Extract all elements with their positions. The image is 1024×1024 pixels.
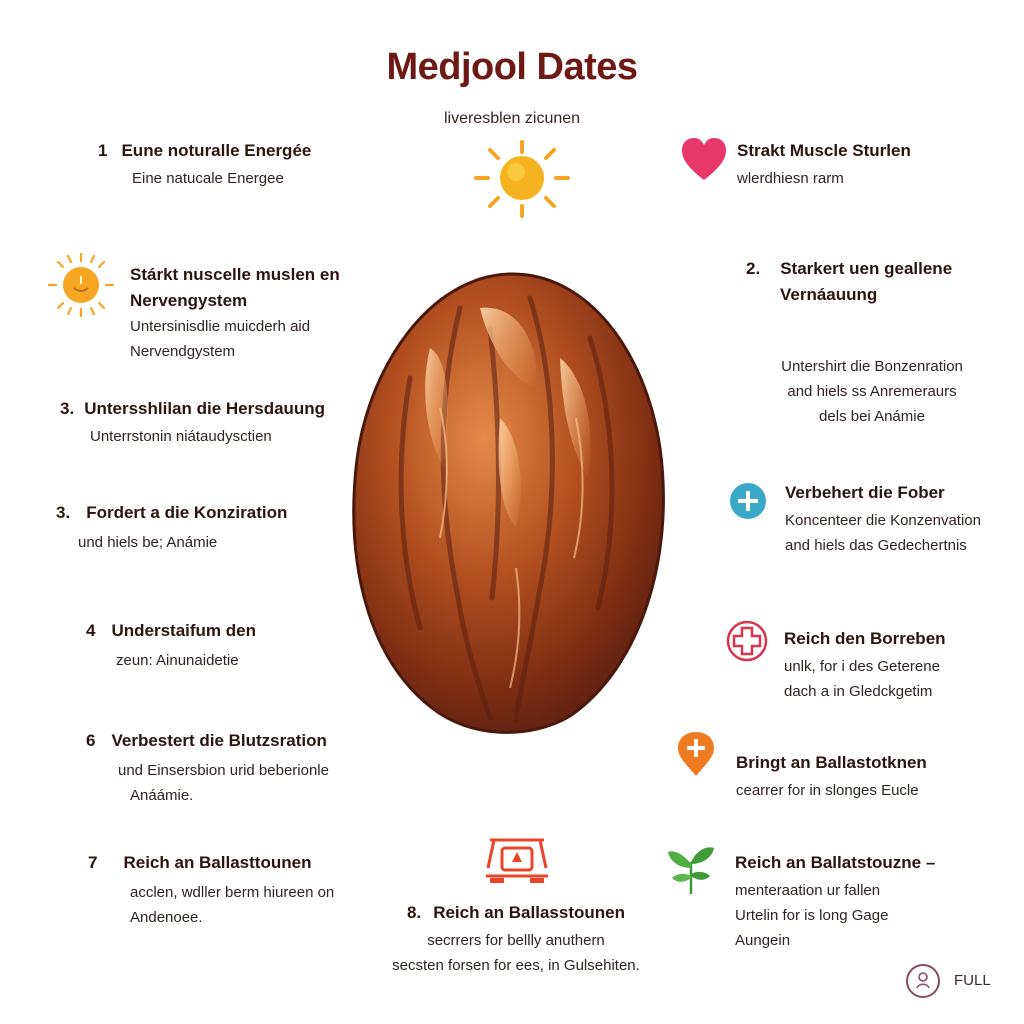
item-text: und Einsersbion urid beberionle [118, 762, 329, 779]
item-text: Urtelin for is long Gage [735, 907, 889, 924]
medical-cross-icon [724, 618, 770, 664]
item-number: 1 [98, 141, 108, 160]
medjool-date-illustration [340, 268, 680, 738]
plus-circle-icon [728, 481, 768, 521]
plus-pin-icon [676, 730, 716, 778]
item-text: secrrers for bellly anuthern [427, 932, 605, 949]
sun-face-icon [46, 252, 116, 318]
page-title: Medjool Dates [386, 46, 638, 88]
item-text: zeun: Ainunaidetie [116, 652, 239, 669]
right-item-2 [746, 256, 996, 308]
item-text: Untershirt die Bonzenration [781, 358, 963, 375]
right-item-1 [737, 138, 987, 191]
item-text: dach a in Gledckgetim [784, 683, 933, 700]
left-item-3 [60, 396, 350, 449]
bottom-item [356, 900, 676, 978]
item-text: Aungein [735, 932, 791, 949]
item-text: secsten forsen for ees, in Gulsehiten. [392, 957, 640, 974]
right-item-7 [735, 850, 1005, 953]
item-number: 2. [746, 259, 761, 278]
sun-icon [472, 140, 572, 220]
left-item-6 [86, 728, 376, 808]
right-item-6 [736, 750, 996, 803]
item-text: Unterrstonin niátaudysctien [90, 428, 272, 445]
item-text: and hiels ss Anremeraurs [787, 383, 957, 400]
heart-icon [680, 136, 728, 182]
item-title: Strakt Muscle Sturlen [737, 141, 911, 160]
item-title: Verbestert die Blutzsration [111, 731, 327, 750]
item-number: 7 [88, 853, 98, 872]
item-text: und hiels be; Anámie [78, 534, 218, 551]
brand-label: FULL [954, 972, 991, 989]
item-title: Reich an Ballasstounen [433, 903, 625, 922]
right-item-5 [784, 626, 1014, 704]
item-text: Eine natucale Energee [132, 170, 284, 187]
item-title: Reich an Ballatstouzne – [735, 853, 936, 872]
item-number: 6 [86, 731, 96, 750]
item-text: Anáámie. [130, 787, 194, 804]
item-title: Bringt an Ballastotknen [736, 753, 927, 772]
brand-mark [906, 962, 1006, 1002]
leaf-icon [664, 842, 718, 896]
item-title: Stárkt nuscelle muslen en [130, 265, 340, 284]
item-text: wlerdhiesn rarm [737, 170, 844, 187]
left-item-7 [88, 850, 378, 930]
item-text: Untersinisdlie muicderh aid [130, 318, 311, 335]
right-item-4 [785, 480, 1015, 558]
page-subtitle: liveresblen zicunen [443, 110, 581, 127]
item-text: Andenoee. [130, 909, 203, 926]
item-text: and hiels das Gedechertnis [785, 537, 967, 554]
left-item-4 [56, 500, 346, 555]
item-text: Koncenteer die Konzenvation [785, 512, 981, 529]
item-text: acclen, wdller berm hiureen on [130, 884, 335, 901]
item-text: menteraation ur fallen [735, 882, 881, 899]
left-item-1 [98, 138, 358, 191]
item-text: dels bei Anámie [819, 408, 925, 425]
item-title: Verbehert die Fober [785, 483, 945, 502]
item-text: cearrer for in slonges Eucle [736, 782, 919, 799]
scale-icon [484, 834, 550, 886]
item-text: unlk, for i des Geterene [784, 658, 940, 675]
item-title: Fordert a die Konziration [86, 503, 288, 522]
right-item-3 [752, 354, 992, 429]
item-title: Starkert uen geallene [780, 259, 953, 278]
item-title: Eune noturalle Energée [121, 141, 312, 160]
item-title: Reich an Ballasttounen [123, 853, 312, 872]
item-title-line-2: Vernáauung [780, 285, 878, 304]
brand-logo-icon [906, 964, 940, 998]
item-number: 8. [407, 903, 422, 922]
item-text: Nervendgystem [130, 343, 236, 360]
left-item-5 [86, 618, 336, 673]
left-item-2 [130, 262, 370, 364]
item-title: Understaifum den [111, 621, 256, 640]
item-number: 4 [86, 621, 96, 640]
item-title-line-2: Nervengystem [130, 291, 248, 310]
item-number: 3. [60, 399, 75, 418]
item-title: Untersshlilan die Hersdauung [84, 399, 326, 418]
item-title: Reich den Borreben [784, 629, 946, 648]
item-number: 3. [56, 503, 71, 522]
